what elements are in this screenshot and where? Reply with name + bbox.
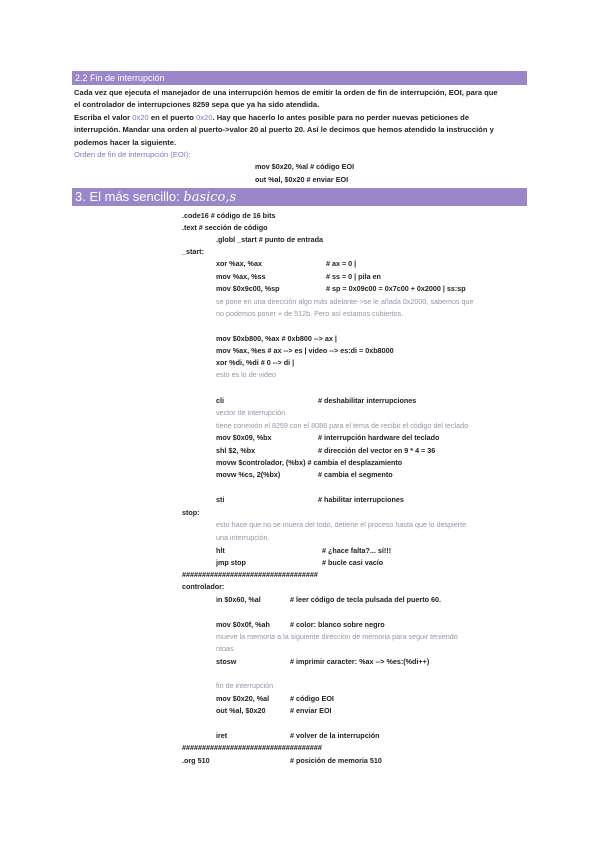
note-line: vector de interrupción: [216, 408, 286, 417]
hash-separator: ###################################: [182, 743, 322, 752]
section-3-filename: basico,s: [183, 190, 237, 205]
note-line: se pone en una dirección algo más adelante->se le añada 0x2000, sabemos que: [216, 297, 474, 306]
code-comment: # bucle casi vacío: [322, 558, 384, 567]
paragraph-1-line-1: Cada vez que ejecuta el manejador de una interrupción hemos de emitir la orden de fin de interrupción, EOI, para que: [74, 88, 498, 97]
code-instruction: hlt: [216, 546, 225, 555]
code-comment: # ax = 0 |: [326, 259, 357, 268]
code-instruction: cli: [216, 396, 224, 405]
code-comment: # leer código de tecla pulsada del puerto 60.: [290, 595, 441, 604]
code-label-controlador: controlador:: [182, 582, 225, 591]
paragraph-2-text-b: en el puerto: [148, 113, 196, 122]
note-line: no podemos poner + de 512b. Pero así estamos cubiertos.: [216, 309, 404, 318]
code-line: .code16 # código de 16 bits: [182, 211, 276, 220]
code-instruction: mov $0x0f, %ah: [216, 620, 270, 629]
code-comment: # enviar EOI: [290, 706, 332, 715]
code-comment: # volver de la interrupción: [290, 731, 380, 740]
note-line: una interrupción.: [216, 533, 270, 542]
code-instruction: jmp stop: [216, 558, 246, 567]
code-comment: # sp = 0x09c00 = 0x7c00 + 0x2000 | ss:sp: [326, 284, 466, 293]
paragraph-2-line-2: interrupción. Mandar una orden al puerto->valor 20 al puerto 20. Así le decimos que hemos atendido la instrucción y: [74, 125, 494, 134]
code-comment: # ¿hace falta?... sí!!!: [322, 546, 392, 555]
code-comment: # dirección del vector en 9 * 4 = 36: [318, 446, 436, 455]
code-line: mov %ax, %es # ax --> es | video --> es:di = 0xb8000: [216, 346, 394, 355]
code-label-stop: stop:: [182, 508, 200, 517]
code-comment: # posición de memoria 510: [290, 756, 382, 765]
code-instruction: .org 510: [182, 756, 210, 765]
paragraph-2-line-3: podemos hacer la siguiente.: [74, 138, 177, 147]
code-comment: # color: blanco sobre negro: [290, 620, 385, 629]
highlight-port-0x20: 0x20: [196, 113, 213, 122]
code-label-start: _start:: [182, 247, 204, 256]
code-instruction: xor %ax, %ax: [216, 259, 262, 268]
paragraph-1-line-2: el controlador de interrupciones 8259 sepa que ya ha sido atendida.: [74, 100, 320, 109]
code-instruction: mov $0x9c00, %sp: [216, 284, 280, 293]
code-line: xor %di, %di # 0 --> di |: [216, 358, 295, 367]
code-comment: # código EOI: [290, 694, 334, 703]
code-instruction: mov %ax, %ss: [216, 272, 266, 281]
code-instruction: shl $2, %bx: [216, 446, 256, 455]
section-3-title: 3. El más sencillo:: [75, 189, 184, 204]
eoi-code-line-2: out %al, $0x20 # enviar EOI: [255, 175, 349, 184]
hash-separator: ##################################: [182, 570, 318, 579]
code-comment: # ss = 0 | pila en: [326, 272, 381, 281]
note-line: esto es lo de video: [216, 370, 276, 379]
code-instruction: stosw: [216, 657, 237, 666]
note-line: tiene conexión el 8259 con el 8086 para el tema de recibir el código del teclado: [216, 421, 469, 430]
code-comment: # habilitar interrupciones: [318, 495, 404, 504]
code-line: mov $0xb800, %ax # 0xb800 --> ax |: [216, 334, 337, 343]
note-line: mueve la memoria a la siguiente direccion de memoria para seguir teniendo: [216, 632, 458, 641]
code-line: .text # sección de código: [182, 223, 268, 232]
code-line: movw $controlador, (%bx) # cambia el desplazamiento: [216, 458, 403, 467]
paragraph-2-line-1: [74, 112, 469, 124]
code-instruction: mov $0x20, %al: [216, 694, 270, 703]
code-comment: # deshabilitar interrupciones: [318, 396, 417, 405]
code-instruction: in $0x60, %al: [216, 595, 261, 604]
code-comment: # cambia el segmento: [318, 470, 393, 479]
paragraph-2-text-a: Escriba el valor: [74, 113, 133, 122]
highlight-value-0x20: 0x20: [132, 113, 149, 122]
code-instruction: mov $0x09, %bx: [216, 433, 272, 442]
code-comment: # imprimir caracter: %ax --> %es:(%di++): [290, 657, 430, 666]
code-instruction: sti: [216, 495, 225, 504]
note-line: fin de interrupción: [216, 681, 274, 690]
code-instruction: out %al, $0x20: [216, 706, 266, 715]
code-comment: # interrupción hardware del teclado: [318, 433, 440, 442]
paragraph-2-text-c: . Hay que hacerlo lo antes posible para no perder nuevas peticiones de: [212, 113, 470, 122]
note-line: ntoas: [216, 644, 234, 653]
code-instruction: iret: [216, 731, 228, 740]
note-line: esto hace que no se muera del todo, detiene el proceso hasta que lo despierte: [216, 520, 467, 529]
code-line: .globl _start # punto de entrada: [216, 235, 324, 244]
section-heading-3: [72, 188, 527, 206]
eoi-label: Orden de fin de interrupción (EOI):: [74, 150, 191, 159]
section-heading-2-2: 2.2 Fin de interrupción: [72, 71, 527, 85]
eoi-code-line-1: mov $0x20, %al # código EOI: [255, 162, 355, 171]
code-instruction: movw %cs, 2(%bx): [216, 470, 281, 479]
